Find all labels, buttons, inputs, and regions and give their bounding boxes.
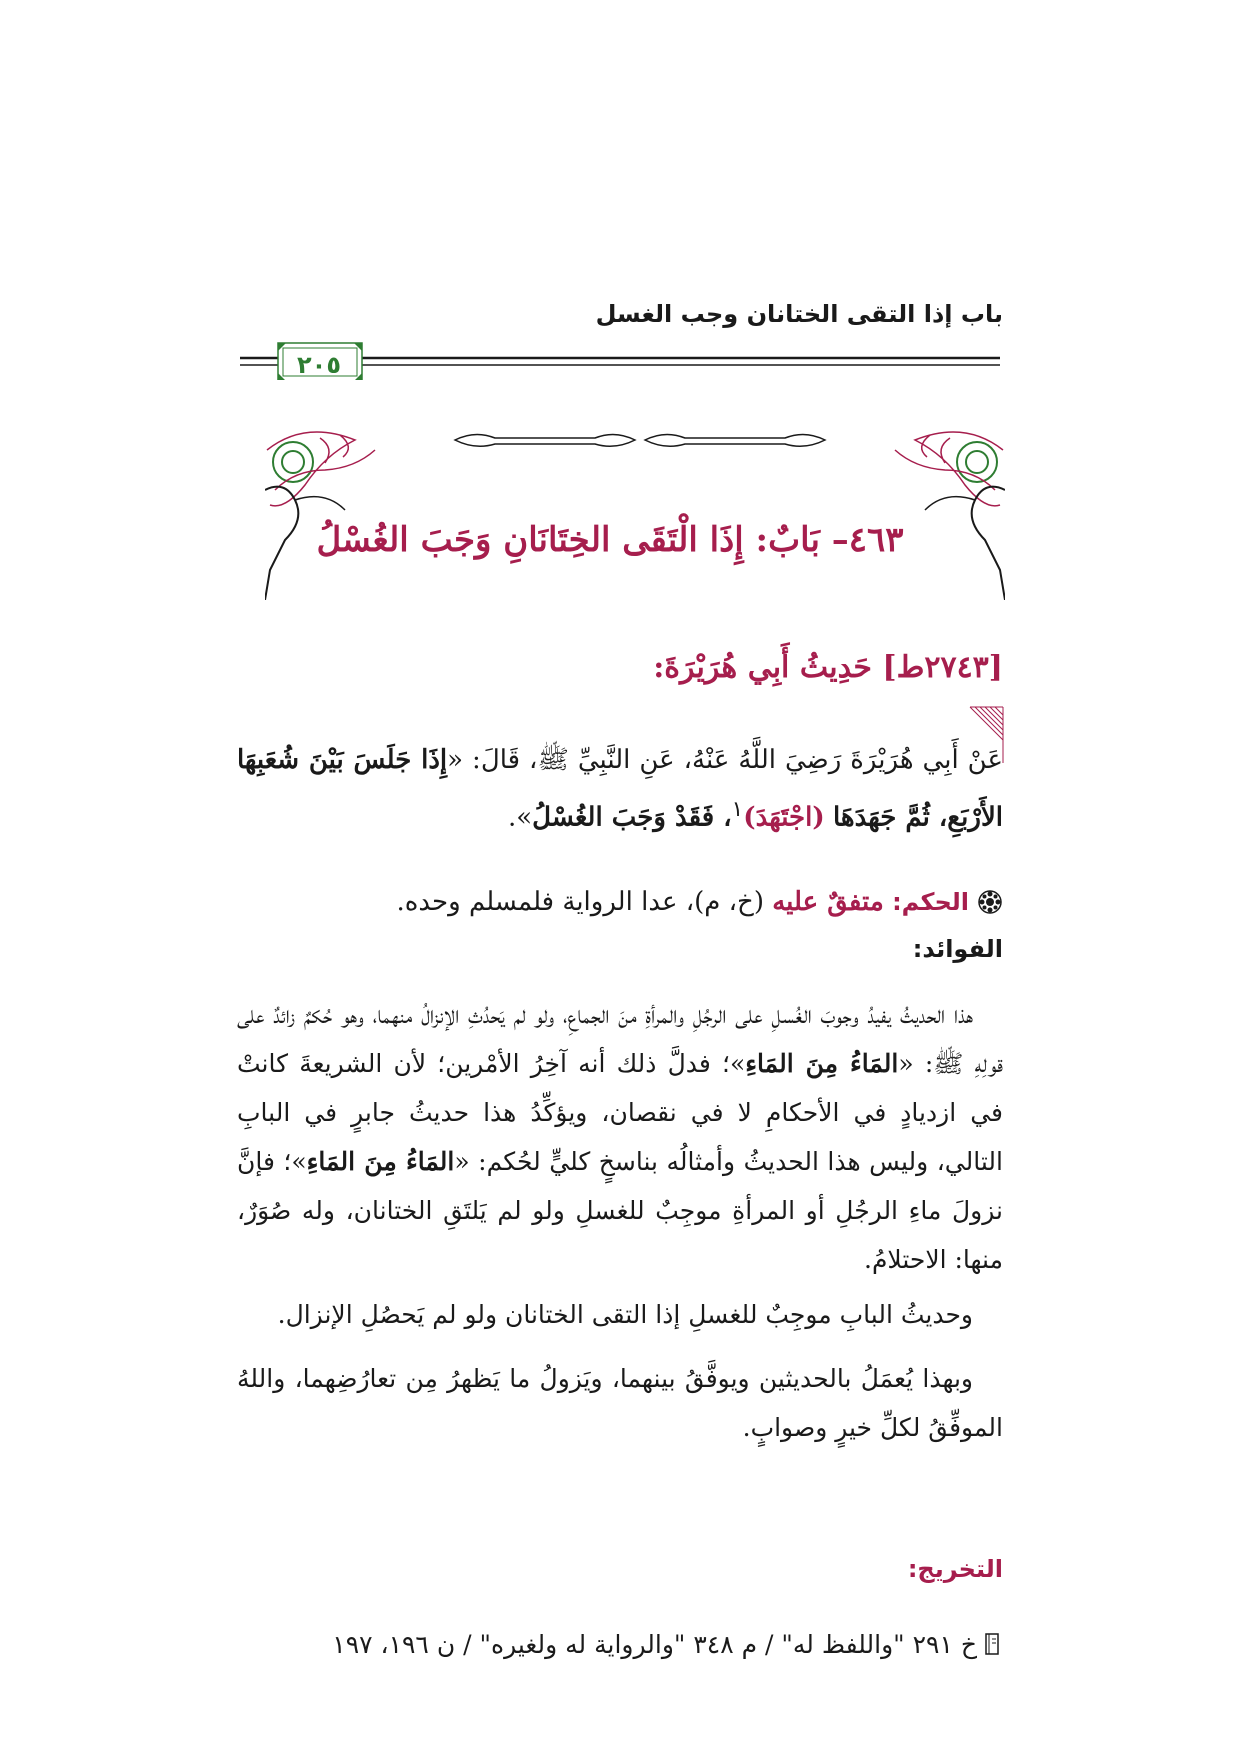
hadith-heading-text: حَدِيثُ أَبِي هُرَيْرَةَ:	[653, 650, 872, 685]
benefits-paragraph-1	[237, 990, 1003, 1284]
takhrij-text: خ ٢٩١ "واللفظ له" / م ٣٤٨ "والرواية له ولغيره" / ن ١٩٦، ١٩٧	[332, 1630, 977, 1659]
hadith-reference-number: [٢٧٤٣ط]	[882, 650, 1003, 685]
benefits-paragraph-3: وبهذا يُعمَلُ بالحديثين ويوفَّقُ بينهما، ويَزولُ ما يَظهرُ مِن تعارُضِهما، واللهُ الموفِّقُ لكلِّ خيرٍ وصوابٍ.	[237, 1364, 1003, 1442]
ruling-detail: (خ، م)، عدا الرواية فلمسلم وحده.	[396, 887, 764, 917]
ruling-line	[237, 880, 1003, 924]
chapter-title: ٤٦٣– بَابٌ: إِذَا الْتَقَى الخِتَانَانِ وَجَبَ الغُسْلُ	[316, 520, 904, 560]
running-title: باب إذا التقى الختانان وجب الغسل	[595, 300, 1003, 328]
ruling-status: متفقٌ عليه	[772, 887, 884, 917]
benefits-quote-2: المَاءُ مِنَ المَاءِ	[306, 1147, 455, 1176]
hadith-intro: عَنْ أَبِي هُرَيْرَةَ رَضِيَ اللَّهُ عَنْهُ، عَنِ النَّبِيِّ ﷺ، قَالَ: «	[447, 745, 1003, 775]
footnote-marker[interactable]: ١	[731, 797, 744, 822]
benefits-p1-part-a: هذا الحديثُ يفيدُ وجوبَ الغُسلِ على الرجُلِ والمرأةِ منَ الجماعِ، ولو لم يَحدُثِ الإنزالُ منهما، وهو حُكمٌ زائدٌ على قولِهِ ﷺ: «	[237, 1000, 1004, 1078]
hadith-heading	[653, 650, 1003, 685]
takhrij-line	[237, 1625, 1003, 1665]
chapter-ornament-frame	[265, 430, 1005, 600]
hadith-matn-part-2: ، فَقَدْ وَجَبَ الغُسْلُ	[532, 802, 732, 833]
hadith-variant-reading: (اجْتَهَدَ)	[743, 802, 825, 833]
benefits-p1-part-b: »؛ فدلَّ ذلك أنه آخِرُ الأمْرين؛ لأن الشريعةَ كانتْ في ازديادٍ في الأحكامِ لا في نقصان، ويؤكِّدُ هذا حديثُ جابرٍ في البابِ التالي، وليس هذا الحديثُ وأمثالُه بناسخٍ كليٍّ لحُكم: «	[237, 1049, 1003, 1176]
hadith-text	[237, 735, 1003, 843]
takhrij-label: التخريج:	[907, 1555, 1003, 1583]
flower-icon	[977, 889, 1003, 915]
benefits-quote-1: المَاءُ مِنَ المَاءِ	[745, 1049, 899, 1078]
benefits-label: الفوائد:	[912, 935, 1003, 963]
benefits-p1-part-c: »؛ فإنَّ نزولَ ماءِ الرجُلِ أو المرأةِ موجِبٌ للغسلِ ولو لم يَلتَقِ الختانان، وله صُوَرٌ، منها: الاحتلامُ.	[237, 1147, 1003, 1274]
ruling-label: الحكم:	[892, 888, 969, 916]
hadith-matn-part-1: إِذَا جَلَسَ بَيْنَ شُعَبِهَا الأَرْبَعِ، ثُمَّ جَهَدَهَا	[237, 745, 1003, 833]
book-icon	[983, 1631, 1003, 1657]
hadith-closing: ».	[507, 802, 533, 833]
page-number: ٢٠٥	[297, 351, 341, 379]
benefits-paragraph-2: وحديثُ البابِ موجِبٌ للغسلِ إذا التقى الختانان ولو لم يَحصُلِ الإنزال.	[277, 1300, 973, 1329]
